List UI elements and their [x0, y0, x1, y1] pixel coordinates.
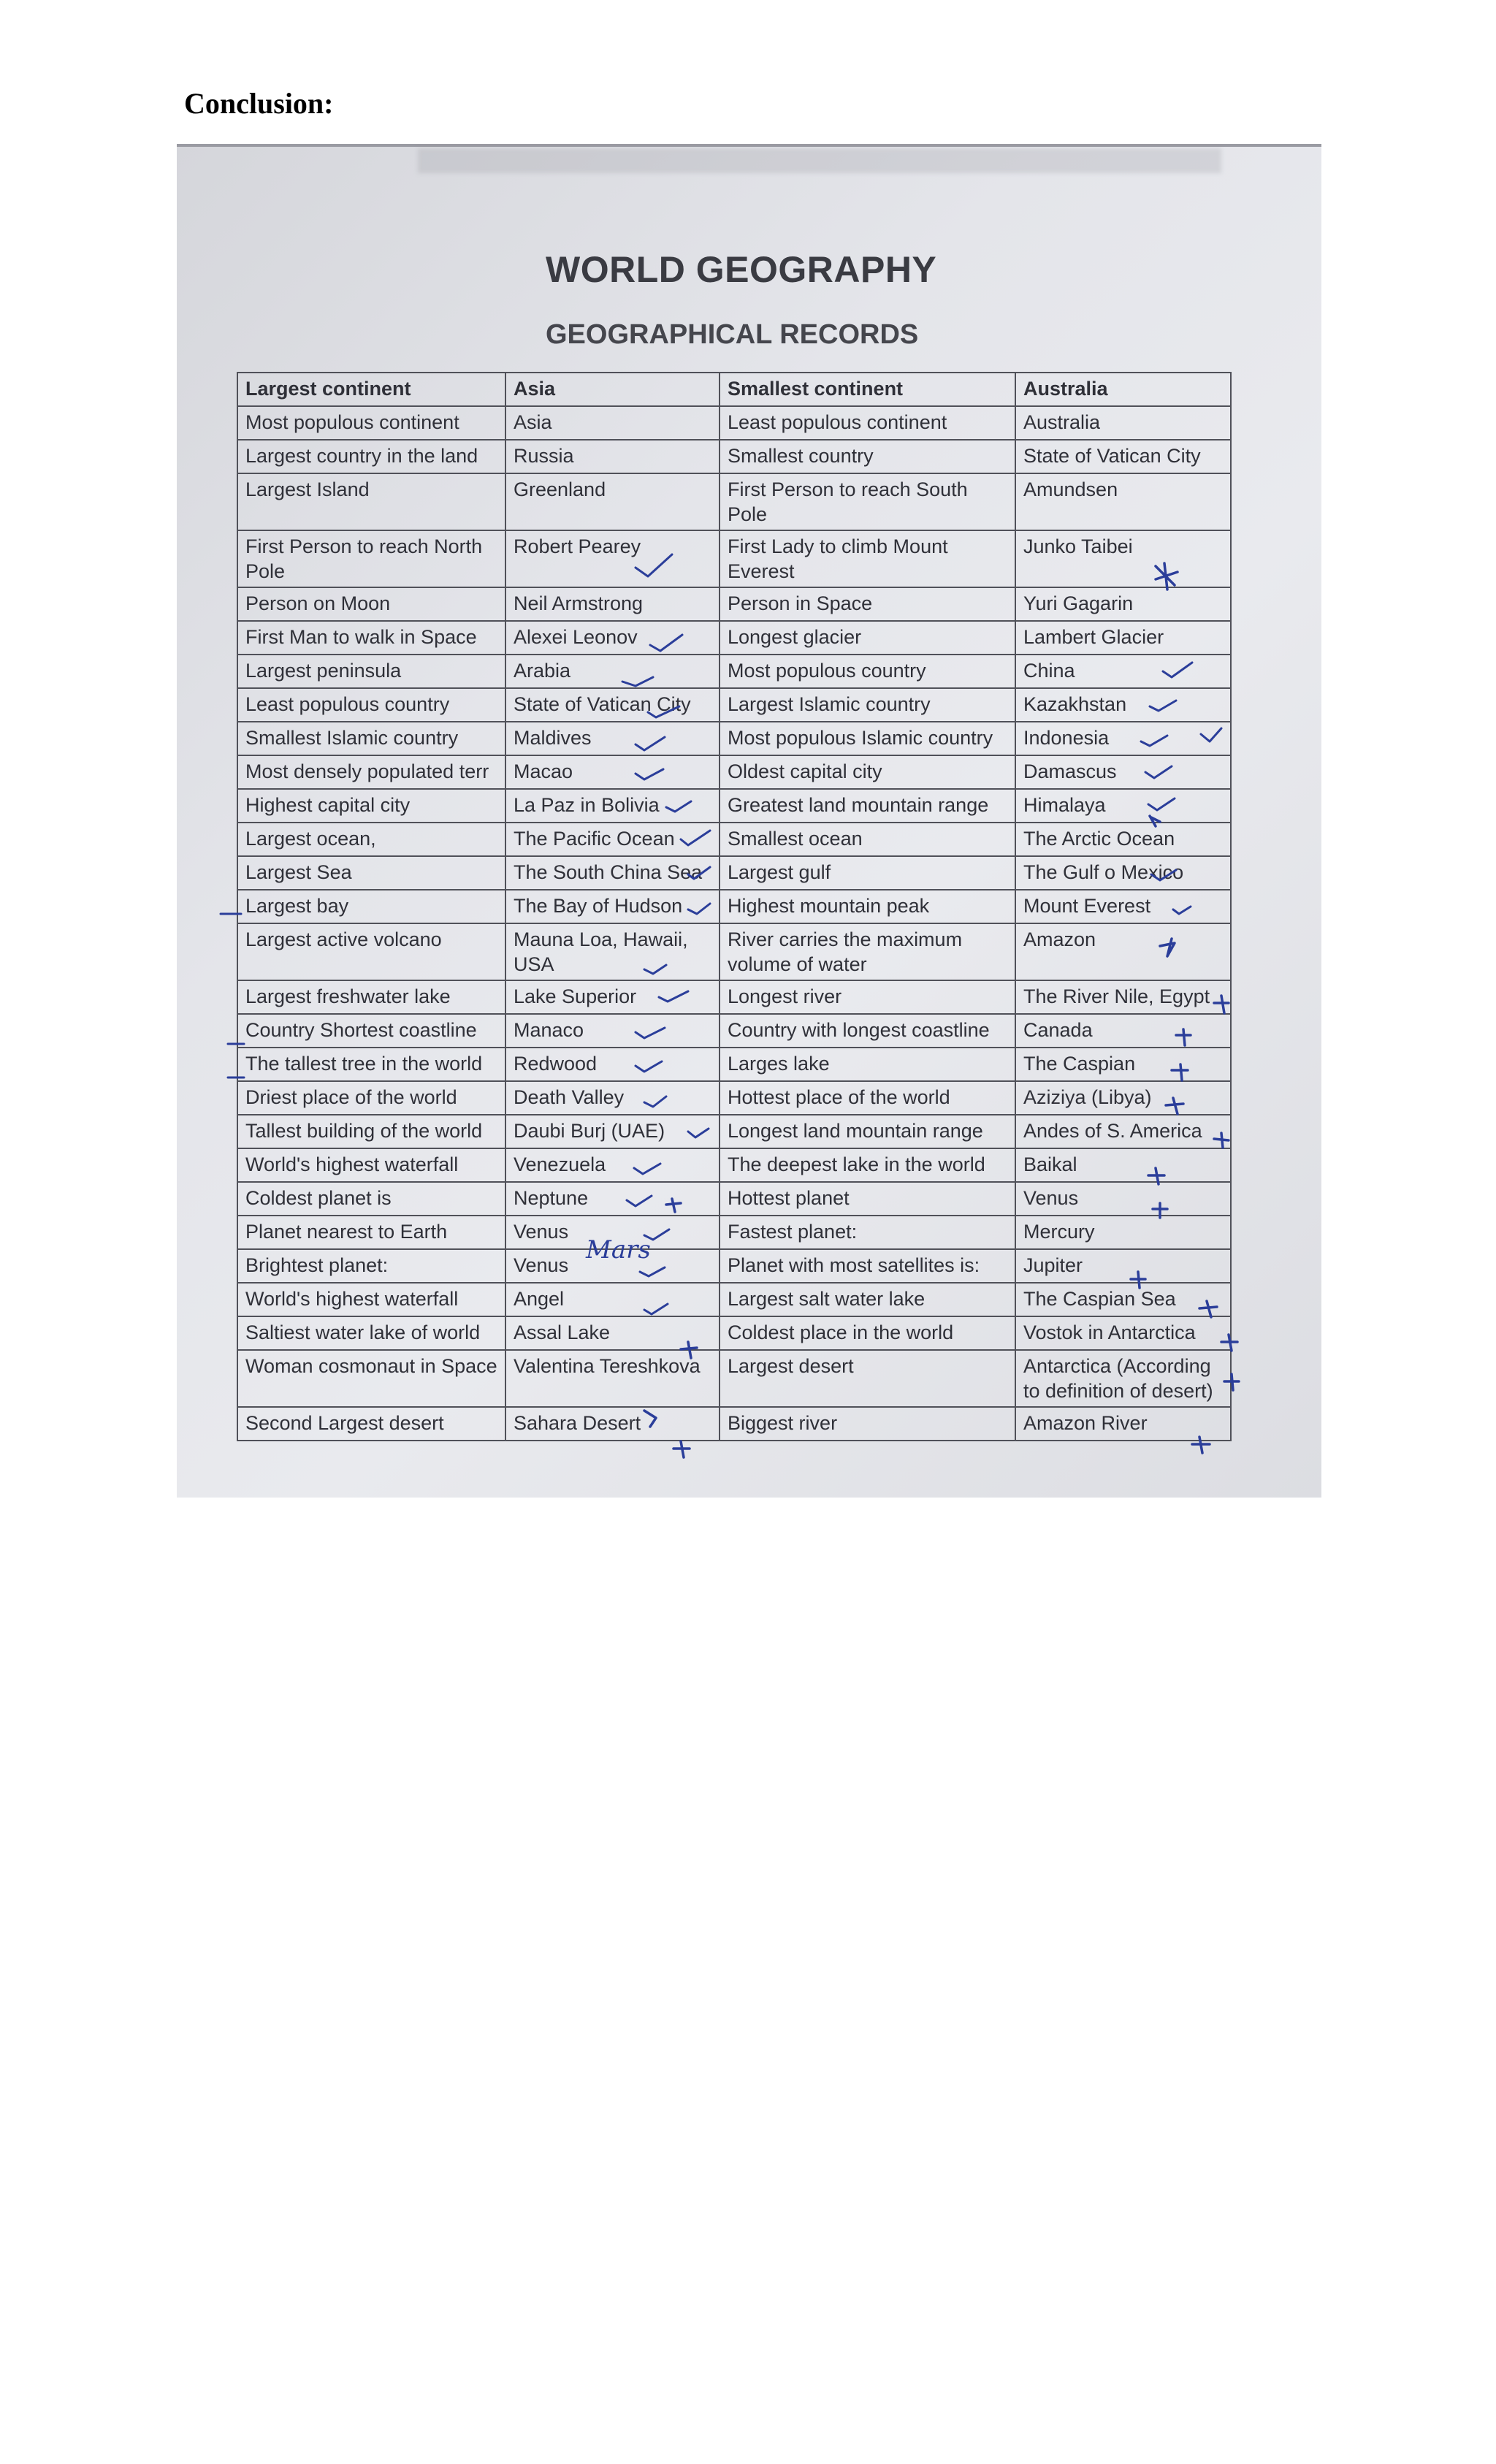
- table-row: [237, 440, 1231, 473]
- table-cell: Woman cosmonaut in Space: [237, 1350, 505, 1407]
- table-row: [237, 1115, 1231, 1148]
- table-cell: Redwood: [505, 1048, 720, 1081]
- page-edge-line: [177, 144, 1321, 147]
- table-cell: Largest gulf: [720, 856, 1015, 890]
- table-cell: Baikal: [1015, 1148, 1231, 1182]
- table-cell: La Paz in Bolivia: [505, 789, 720, 823]
- table-row: [237, 1316, 1231, 1350]
- table-cell: Mauna Loa, Hawaii, USA: [505, 923, 720, 980]
- table-cell: Death Valley: [505, 1081, 720, 1115]
- table-cell: The South China Sea: [505, 856, 720, 890]
- table-row: [237, 1350, 1231, 1407]
- table-cell: Most densely populated terr: [237, 755, 505, 789]
- table-row: [237, 722, 1231, 755]
- table-cell: Largest bay: [237, 890, 505, 923]
- table-cell: Biggest river: [720, 1407, 1015, 1441]
- table-row: [237, 688, 1231, 722]
- table-row: [237, 530, 1231, 587]
- table-cell: Antarctica (According to definition of desert): [1015, 1350, 1231, 1407]
- table-cell: Jupiter: [1015, 1249, 1231, 1283]
- table-row: [237, 789, 1231, 823]
- table-cell: Russia: [505, 440, 720, 473]
- table-row: [237, 621, 1231, 655]
- table-cell: Venus: [505, 1216, 720, 1249]
- table-row: [237, 406, 1231, 440]
- table-cell: Smallest continent: [720, 373, 1015, 406]
- table-cell: Australia: [1015, 406, 1231, 440]
- table-cell: Largest desert: [720, 1350, 1015, 1407]
- table-row: [237, 1249, 1231, 1283]
- table-cell: First Man to walk in Space: [237, 621, 505, 655]
- table-row: [237, 1148, 1231, 1182]
- table-cell: Hottest place of the world: [720, 1081, 1015, 1115]
- table-cell: China: [1015, 655, 1231, 688]
- table-row: [237, 655, 1231, 688]
- table-cell: Himalaya: [1015, 789, 1231, 823]
- table-cell: Planet with most satellites is:: [720, 1249, 1015, 1283]
- table-cell: The Bay of Hudson: [505, 890, 720, 923]
- table-cell: Aziziya (Libya): [1015, 1081, 1231, 1115]
- table-cell: Greenland: [505, 473, 720, 530]
- table-row: [237, 890, 1231, 923]
- table-cell: Largest Island: [237, 473, 505, 530]
- table-header-row: [237, 373, 1231, 406]
- table-cell: World's highest waterfall: [237, 1283, 505, 1316]
- table-cell: Damascus: [1015, 755, 1231, 789]
- table-cell: Brightest planet:: [237, 1249, 505, 1283]
- table-cell: Alexei Leonov: [505, 621, 720, 655]
- table-cell: World's highest waterfall: [237, 1148, 505, 1182]
- table-cell: Oldest capital city: [720, 755, 1015, 789]
- table-cell: Neil Armstrong: [505, 587, 720, 621]
- table-cell: First Person to reach South Pole: [720, 473, 1015, 530]
- table-cell: Kazakhstan: [1015, 688, 1231, 722]
- handwritten-note: Mars: [586, 1235, 651, 1265]
- table-row: [237, 823, 1231, 856]
- table-cell: Largest continent: [237, 373, 505, 406]
- table-cell: Least populous continent: [720, 406, 1015, 440]
- table-cell: The tallest tree in the world: [237, 1048, 505, 1081]
- table-cell: Assal Lake: [505, 1316, 720, 1350]
- table-cell: Largest freshwater lake: [237, 980, 505, 1014]
- table-cell: Longest glacier: [720, 621, 1015, 655]
- table-cell: Manaco: [505, 1014, 720, 1048]
- records-table-body: [237, 373, 1231, 1441]
- table-cell: Country with longest coastline: [720, 1014, 1015, 1048]
- table-cell: Larges lake: [720, 1048, 1015, 1081]
- table-cell: Longest land mountain range: [720, 1115, 1015, 1148]
- table-row: [237, 1048, 1231, 1081]
- table-cell: Asia: [505, 406, 720, 440]
- table-row: [237, 755, 1231, 789]
- table-cell: Highest capital city: [237, 789, 505, 823]
- star-mark: [673, 1441, 690, 1457]
- table-cell: River carries the maximum volume of water: [720, 923, 1015, 980]
- page-title: WORLD GEOGRAPHY: [546, 249, 937, 290]
- table-cell: Largest ocean,: [237, 823, 505, 856]
- table-cell: Most populous Islamic country: [720, 722, 1015, 755]
- bleed-through-text: [418, 148, 1221, 173]
- table-cell: Longest river: [720, 980, 1015, 1014]
- table-cell: Largest Islamic country: [720, 688, 1015, 722]
- page-subtitle: GEOGRAPHICAL RECORDS: [546, 319, 919, 350]
- table-cell: State of Vatican City: [1015, 440, 1231, 473]
- conclusion-heading: Conclusion:: [184, 87, 334, 120]
- table-cell: The Pacific Ocean: [505, 823, 720, 856]
- table-cell: Coldest planet is: [237, 1182, 505, 1216]
- table-cell: Largest country in the land: [237, 440, 505, 473]
- table-cell: Asia: [505, 373, 720, 406]
- records-table: [237, 372, 1232, 1441]
- geography-records-photo: [177, 144, 1321, 1498]
- table-cell: Mount Everest: [1015, 890, 1231, 923]
- table-cell: The Gulf o Mexico: [1015, 856, 1231, 890]
- table-cell: Driest place of the world: [237, 1081, 505, 1115]
- table-cell: Largest peninsula: [237, 655, 505, 688]
- table-cell: Yuri Gagarin: [1015, 587, 1231, 621]
- table-cell: Saltiest water lake of world: [237, 1316, 505, 1350]
- table-cell: Australia: [1015, 373, 1231, 406]
- table-cell: Robert Pearey: [505, 530, 720, 587]
- table-cell: Junko Taibei: [1015, 530, 1231, 587]
- table-cell: Smallest Islamic country: [237, 722, 505, 755]
- table-cell: The River Nile, Egypt: [1015, 980, 1231, 1014]
- table-row: [237, 1081, 1231, 1115]
- table-row: [237, 1014, 1231, 1048]
- table-row: [237, 587, 1231, 621]
- table-cell: Hottest planet: [720, 1182, 1015, 1216]
- table-cell: Highest mountain peak: [720, 890, 1015, 923]
- table-cell: Sahara Desert: [505, 1407, 720, 1441]
- table-cell: Tallest building of the world: [237, 1115, 505, 1148]
- table-cell: Venus: [1015, 1182, 1231, 1216]
- table-cell: Amundsen: [1015, 473, 1231, 530]
- table-cell: Valentina Tereshkova: [505, 1350, 720, 1407]
- table-cell: Amazon: [1015, 923, 1231, 980]
- table-cell: Arabia: [505, 655, 720, 688]
- table-cell: Lambert Glacier: [1015, 621, 1231, 655]
- table-cell: Person on Moon: [237, 587, 505, 621]
- table-row: [237, 473, 1231, 530]
- table-cell: The Caspian Sea: [1015, 1283, 1231, 1316]
- table-cell: Smallest ocean: [720, 823, 1015, 856]
- table-cell: Most populous country: [720, 655, 1015, 688]
- table-cell: State of Vatican City: [505, 688, 720, 722]
- table-cell: Vostok in Antarctica: [1015, 1316, 1231, 1350]
- table-row: [237, 856, 1231, 890]
- table-cell: Amazon River: [1015, 1407, 1231, 1441]
- table-row: [237, 1216, 1231, 1249]
- table-cell: Macao: [505, 755, 720, 789]
- table-row: [237, 980, 1231, 1014]
- table-cell: Daubi Burj (UAE): [505, 1115, 720, 1148]
- table-cell: Lake Superior: [505, 980, 720, 1014]
- table-cell: Country Shortest coastline: [237, 1014, 505, 1048]
- table-cell: The Caspian: [1015, 1048, 1231, 1081]
- table-cell: Indonesia: [1015, 722, 1231, 755]
- table-row: [237, 1182, 1231, 1216]
- table-cell: Second Largest desert: [237, 1407, 505, 1441]
- table-cell: First Lady to climb Mount Everest: [720, 530, 1015, 587]
- table-cell: Angel: [505, 1283, 720, 1316]
- table-row: [237, 1407, 1231, 1441]
- table-row: [237, 923, 1231, 980]
- table-cell: The Arctic Ocean: [1015, 823, 1231, 856]
- table-cell: Largest salt water lake: [720, 1283, 1015, 1316]
- table-cell: Largest active volcano: [237, 923, 505, 980]
- table-cell: Mercury: [1015, 1216, 1231, 1249]
- table-row: [237, 1283, 1231, 1316]
- table-cell: The deepest lake in the world: [720, 1148, 1015, 1182]
- table-cell: Neptune: [505, 1182, 720, 1216]
- table-cell: Venus: [505, 1249, 720, 1283]
- table-cell: Planet nearest to Earth: [237, 1216, 505, 1249]
- table-cell: Maldives: [505, 722, 720, 755]
- table-cell: Person in Space: [720, 587, 1015, 621]
- table-cell: Fastest planet:: [720, 1216, 1015, 1249]
- table-cell: Greatest land mountain range: [720, 789, 1015, 823]
- table-cell: Least populous country: [237, 688, 505, 722]
- table-cell: Canada: [1015, 1014, 1231, 1048]
- table-cell: Andes of S. America: [1015, 1115, 1231, 1148]
- table-cell: Most populous continent: [237, 406, 505, 440]
- table-cell: Smallest country: [720, 440, 1015, 473]
- table-cell: First Person to reach North Pole: [237, 530, 505, 587]
- table-cell: Largest Sea: [237, 856, 505, 890]
- table-cell: Coldest place in the world: [720, 1316, 1015, 1350]
- table-cell: Venezuela: [505, 1148, 720, 1182]
